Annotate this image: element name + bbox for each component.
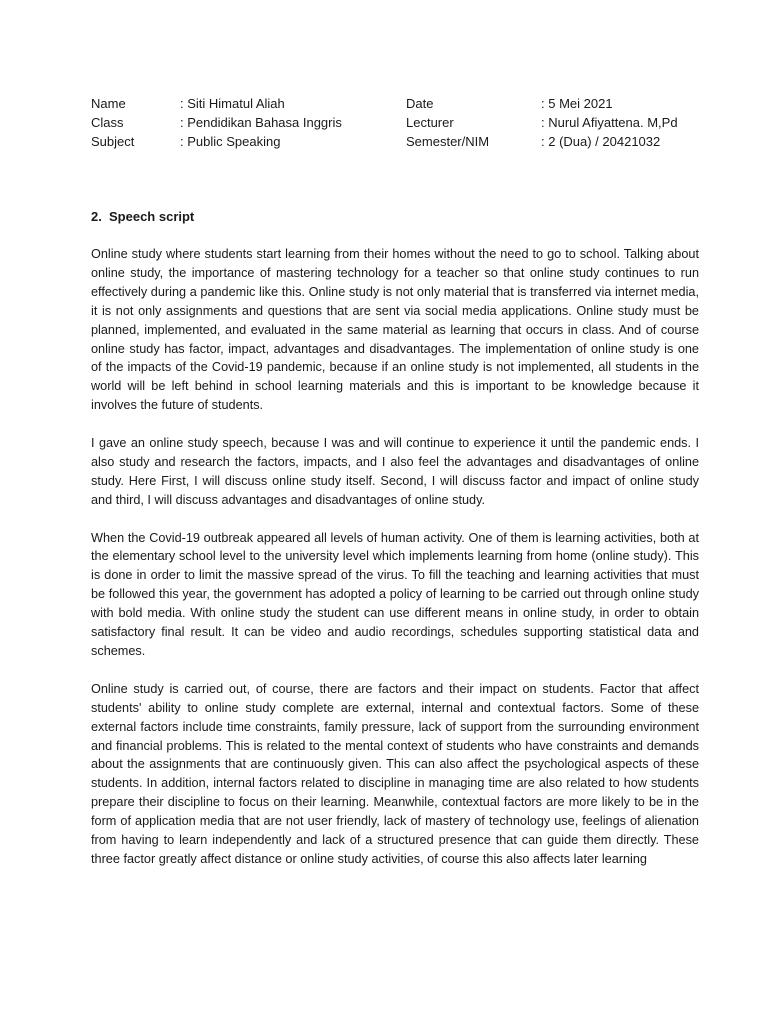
subject-label: Subject [91, 134, 135, 149]
semester-label: Semester/NIM [406, 134, 490, 149]
paragraph-3: When the Covid-19 outbreak appeared all levels of human activity. One of them is learning activities, both at the elementary school level to the university level which implements learning from home (online study). This is done in order to limit the massive spread of the virus. To fill the teaching and learning activities that must be followed this year, the government has adopted a policy of learning to be carried out through online study with bold media. With online study the student can use different means in online study, in order to obtain satisfactory final result. It can be video and audio recordings, schedules supporting statistical data and schemes. [91, 530, 699, 658]
speech-body [91, 245, 699, 888]
name-label: Name [91, 96, 126, 111]
section-heading [91, 207, 194, 226]
section-number: 2. [91, 209, 102, 224]
class-label: Class [91, 115, 124, 130]
semester-value: : 2 (Dua) / 20421032 [541, 134, 661, 149]
lecturer-value: : Nurul Afiyattena. M,Pd [541, 115, 678, 130]
date-value: : 5 Mei 2021 [541, 96, 613, 111]
subject-value: : Public Speaking [180, 134, 281, 149]
paragraph-4: Online study is carried out, of course, there are factors and their impact on students. Factor that affect students' ability to online study complete are external, internal and contextual factors. Some of these external factors include time constraints, family pressure, lack of support from the surrounding environment and financial problems. This is related to the mental context of students who have constraints and demands about the assignments that are continuously given. This can also affect the psychological aspects of these students. In addition, internal factors related to discipline in managing time are also related to how students prepare their discipline to focus on their learning. Meanwhile, contextual factors are more likely to be in the form of application media that are not user friendly, lack of mastery of technology use, feelings of alienation from having to learn independently and lack of a structured presence that can guide them directly. These three factor greatly affect distance or online study activities, of course this also affects later learning [91, 681, 699, 866]
date-label: Date [406, 96, 434, 111]
section-title: Speech script [109, 209, 195, 224]
paragraph-1: Online study where students start learning from their homes without the need to go to school. Talking about online study, the importance of mastering technology for a teacher so that online study continues to run effectively during a pandemic like this. Online study is not only material that is transferred via internet media, it is not only assignments and questions that are sent via social media applications. Online study must be planned, implemented, and evaluated in the same material as learning that occurs in class. And of course online study has factor, impact, advantages and disadvantages. The implementation of online study is one of the impacts of the Covid-19 pandemic, because if an online study is not implemented, all students in the world will be left behind in school learning materials and this is important to be knowledge because it involves the future of students. [91, 247, 699, 413]
class-value: : Pendidikan Bahasa Inggris [180, 115, 342, 130]
lecturer-label: Lecturer [406, 115, 454, 130]
name-value: : Siti Himatul Aliah [180, 96, 285, 111]
paragraph-2: I gave an online study speech, because I was and will continue to experience it until the pandemic ends. I also study and research the factors, impacts, and I also feel the advantages and disadvantages of online study. Here First, I will discuss online study itself. Second, I will discuss factor and impact of online study and third, I will discuss advantages and disadvantages of online study. [91, 436, 699, 507]
